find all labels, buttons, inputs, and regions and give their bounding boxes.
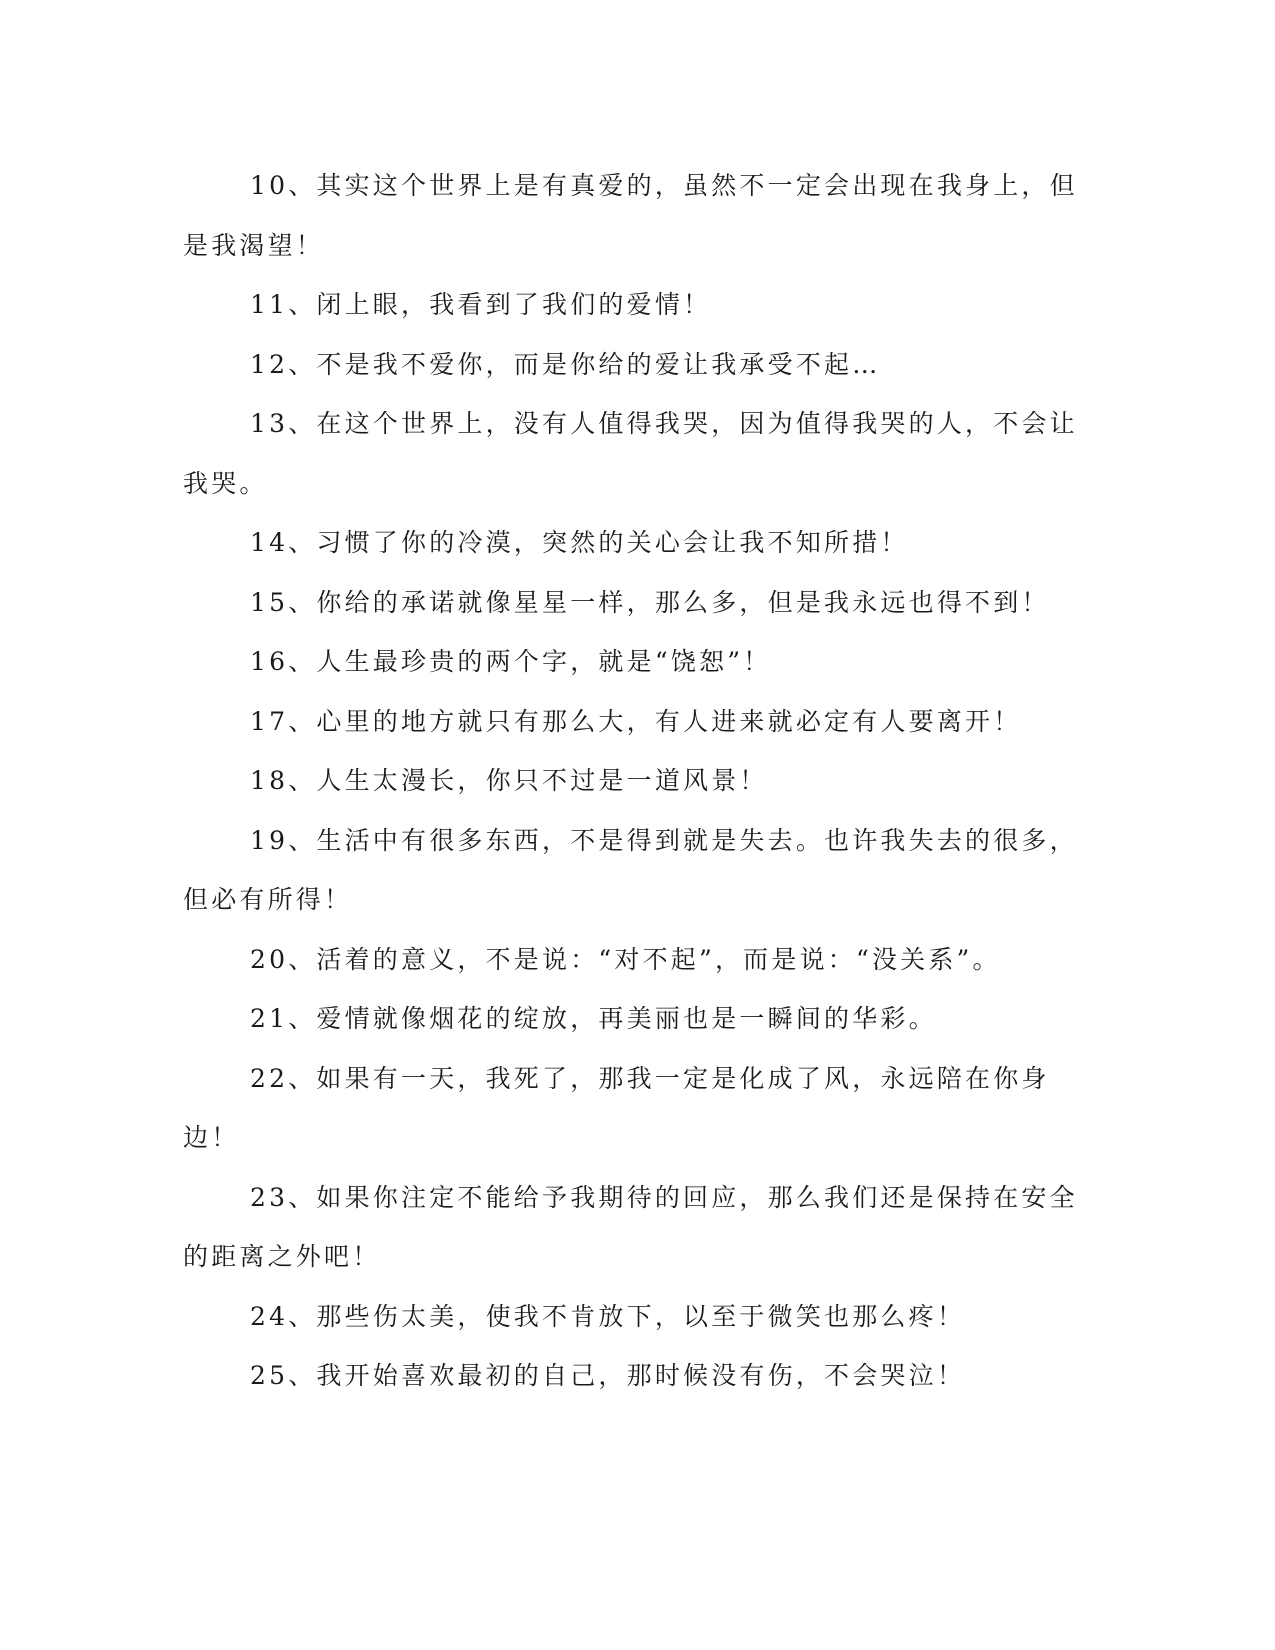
paragraph-25: 25、我开始喜欢最初的自己，那时候没有伤，不会哭泣！ [250,1361,966,1390]
paragraph-23: 23、如果你注定不能给予我期待的回应，那么我们还是保持在安全的距离之外吧！ [183,1182,1078,1271]
paragraph-22: 22、如果有一天，我死了，那我一定是化成了风，永远陪在你身边！ [183,1063,1050,1152]
paragraph-10: 10、其实这个世界上是有真爱的，虽然不一定会出现在我身上，但是我渴望！ [183,171,1078,260]
paragraph-16: 16、人生最珍贵的两个字，就是“饶恕”！ [250,647,772,676]
paragraph-13: 13、在这个世界上，没有人值得我哭，因为值得我哭的人，不会让我哭。 [183,409,1078,498]
paragraph-12: 12、不是我不爱你，而是你给的爱让我承受不起… [250,349,881,379]
paragraph-11: 11、闭上眼，我看到了我们的爱情！ [250,290,712,319]
paragraph-17: 17、心里的地方就只有那么大，有人进来就必定有人要离开！ [250,706,1022,736]
paragraph-20: 20、活着的意义，不是说：“对不起”，而是说：“没关系”。 [250,944,1001,974]
paragraph-24: 24、那些伤太美，使我不肯放下，以至于微笑也那么疼！ [250,1301,966,1331]
paragraph-15: 15、你给的承诺就像星星一样，那么多，但是我永远也得不到！ [250,587,1050,617]
paragraph-18: 18、人生太漫长，你只不过是一道风景！ [250,766,768,795]
document-body [183,156,1083,1406]
paragraph-14: 14、习惯了你的冷漠，突然的关心会让我不知所措！ [250,528,909,557]
paragraph-19: 19、生活中有很多东西，不是得到就是失去。也许我失去的很多，但必有所得！ [183,825,1078,914]
paragraph-21: 21、爱情就像烟花的绽放，再美丽也是一瞬间的华彩。 [250,1004,937,1033]
